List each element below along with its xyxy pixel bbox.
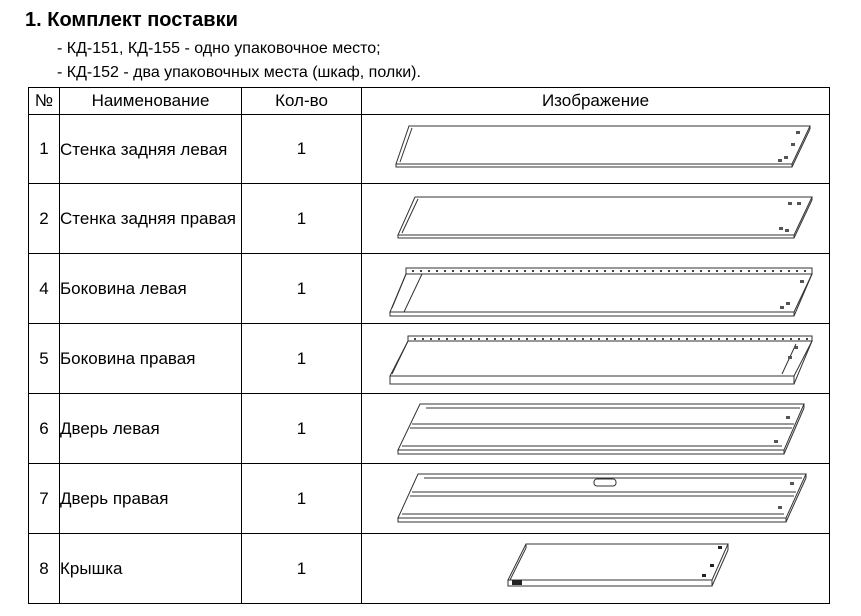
door-left-drawing (376, 398, 816, 460)
note-single-package: - КД-151, КД-155 - одно упаковочное место; (57, 40, 381, 57)
lid-drawing (376, 538, 816, 600)
back-panel-left-drawing (376, 119, 816, 179)
table-row (29, 464, 830, 534)
row-quantity: 1 (242, 184, 362, 254)
row-name: Стенка задняя правая (60, 184, 242, 254)
row-name: Боковина левая (60, 254, 242, 324)
table-row (29, 534, 830, 604)
side-panel-right-drawing (376, 328, 816, 390)
back-panel-right-drawing (376, 189, 816, 249)
table-header-row (29, 88, 830, 115)
row-number: 6 (29, 394, 60, 464)
row-name: Стенка задняя левая (60, 115, 242, 184)
table-row (29, 394, 830, 464)
side-panel-left-drawing (376, 258, 816, 320)
row-image-cell (362, 184, 830, 254)
row-name: Боковина правая (60, 324, 242, 394)
delivery-set-table (28, 87, 830, 604)
row-quantity: 1 (242, 324, 362, 394)
row-number: 8 (29, 534, 60, 604)
row-number: 5 (29, 324, 60, 394)
row-quantity: 1 (242, 394, 362, 464)
table-row (29, 115, 830, 184)
row-image-cell (362, 324, 830, 394)
table-row (29, 324, 830, 394)
header-number: № (29, 88, 60, 115)
row-image-cell (362, 464, 830, 534)
row-number: 4 (29, 254, 60, 324)
section-heading: 1. Комплект поставки (25, 9, 238, 31)
row-quantity: 1 (242, 115, 362, 184)
row-quantity: 1 (242, 254, 362, 324)
row-image-cell (362, 115, 830, 184)
header-name: Наименование (60, 88, 242, 115)
row-name: Крышка (60, 534, 242, 604)
row-number: 1 (29, 115, 60, 184)
row-number: 2 (29, 184, 60, 254)
row-quantity: 1 (242, 534, 362, 604)
row-image-cell (362, 394, 830, 464)
table-row (29, 184, 830, 254)
row-quantity: 1 (242, 464, 362, 534)
door-right-drawing (376, 468, 816, 530)
row-number: 7 (29, 464, 60, 534)
row-name: Дверь левая (60, 394, 242, 464)
row-image-cell (362, 254, 830, 324)
header-image: Изображение (362, 88, 830, 115)
table-row (29, 254, 830, 324)
row-image-cell (362, 534, 830, 604)
header-quantity: Кол-во (242, 88, 362, 115)
row-name: Дверь правая (60, 464, 242, 534)
note-two-packages: - КД-152 - два упаковочных места (шкаф, полки). (57, 64, 421, 81)
